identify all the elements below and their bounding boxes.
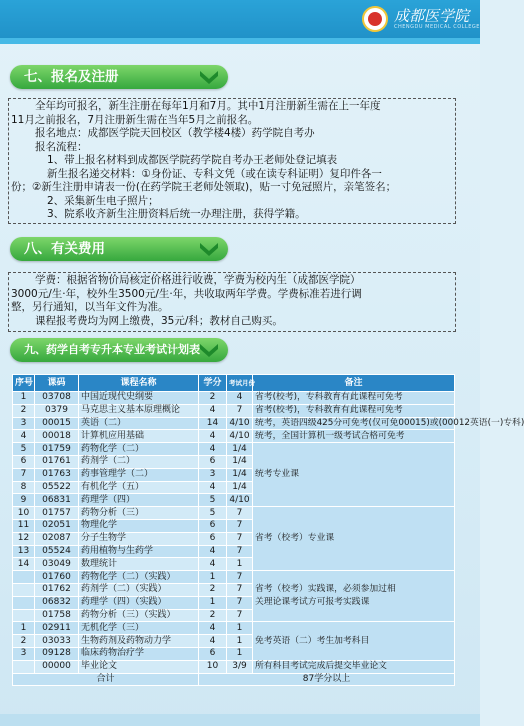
table-row (13, 443, 455, 456)
cell-name: 药理学（四）（实践） (79, 596, 199, 609)
registration-line: 3、院系收齐新生注册资料后统一办理注册，获得学籍。 (47, 208, 306, 220)
cell-month: 7 (227, 583, 253, 596)
fees-line: 课程报考费均为网上缴费，35元/科；教材自己购买。 (35, 314, 283, 327)
table-row (13, 430, 455, 443)
registration-line: 2、采集新生电子照片； (47, 194, 159, 207)
fees-line: 整，另行通知，以当年文件为准。 (11, 301, 169, 313)
cell-code: 06831 (35, 494, 79, 507)
cell-code: 03049 (35, 558, 79, 571)
cell-month: 7 (227, 507, 253, 520)
fees-line: 3000元/生·年，校外生3500元/生·年，共收取两年学费。学费标准若进行调 (11, 287, 362, 300)
cell-month: 1 (227, 558, 253, 571)
cell-no: 8 (13, 481, 35, 494)
cell-no: 1 (13, 392, 35, 405)
registration-line: 份；②新生注册申请表一份(在药学院王老师处领取)，贴一寸免冠照片，亲笔签名； (11, 181, 397, 193)
cell-month: 7 (227, 545, 253, 558)
cell-no: 5 (13, 443, 35, 456)
cell-month: 7 (227, 404, 253, 417)
cell-credit: 10 (199, 660, 227, 673)
cell-remark: 免考英语（二）考生加考科目 (253, 622, 455, 660)
cell-no (13, 596, 35, 609)
cell-code: 05522 (35, 481, 79, 494)
cell-credit: 4 (199, 443, 227, 456)
cell-credit: 2 (199, 609, 227, 622)
section-header-exam-plan (10, 338, 228, 362)
table-row (13, 622, 455, 635)
cell-remark: 统考，英语四级425分可免考(仅可免00015)或(00012英语(一)专科) (253, 417, 455, 430)
cell-no: 7 (13, 468, 35, 481)
cell-name: 有机化学（五） (79, 481, 199, 494)
banner-stripe (0, 38, 480, 44)
cell-no (13, 609, 35, 622)
registration-box (8, 98, 456, 224)
cell-month: 7 (227, 596, 253, 609)
cell-name: 马克思主义基本原理概论 (79, 404, 199, 417)
cell-no: 14 (13, 558, 35, 571)
cell-no: 4 (13, 430, 35, 443)
cell-credit: 1 (199, 571, 227, 584)
cell-code: 01761 (35, 455, 79, 468)
cell-no: 10 (13, 507, 35, 520)
cell-month: 3/9 (227, 660, 253, 673)
header-remark: 备注 (253, 375, 455, 392)
cell-remark: 省考(校考)，专科教育有此课程可免考 (253, 392, 455, 405)
section-title: 八、有关费用 (24, 241, 105, 257)
cell-no: 1 (13, 622, 35, 635)
cell-month: 1 (227, 635, 253, 648)
cell-month: 4/10 (227, 494, 253, 507)
registration-line: 全年均可报名，新生注册在每年1月和7月。其中1月注册新生需在上一年度 (35, 100, 381, 112)
cell-name: 药物化学（二） (79, 443, 199, 456)
cell-name: 药物化学（二）（实践） (79, 571, 199, 584)
cell-month: 1/4 (227, 443, 253, 456)
header-no: 序号 (13, 375, 35, 392)
cell-remark (253, 571, 455, 622)
cell-month: 1/4 (227, 481, 253, 494)
cell-month: 4/10 (227, 417, 253, 430)
cell-month: 1/4 (227, 468, 253, 481)
cell-name: 生物药剂及药物动力学 (79, 635, 199, 648)
cell-credit: 6 (199, 532, 227, 545)
cell-code: 03033 (35, 635, 79, 648)
cell-name: 药剂学（二） (79, 455, 199, 468)
chevron-down-icon (196, 237, 222, 261)
cell-credit: 2 (199, 583, 227, 596)
cell-code: 03708 (35, 392, 79, 405)
registration-line: 报名地点：成都医学院天回校区（教学楼4楼）药学院自考办 (35, 127, 315, 139)
cell-name: 临床药物治疗学 (79, 647, 199, 660)
cell-month: 1 (227, 647, 253, 660)
cell-name: 分子生物学 (79, 532, 199, 545)
cell-name: 中国近现代史纲要 (79, 392, 199, 405)
college-seal-icon (362, 6, 388, 32)
cell-no: 3 (13, 647, 35, 660)
cell-month: 4 (227, 392, 253, 405)
cell-credit: 4 (199, 635, 227, 648)
cell-remark: 统考专业课 (253, 443, 455, 507)
cell-no (13, 583, 35, 596)
cell-credit: 14 (199, 417, 227, 430)
cell-code: 00018 (35, 430, 79, 443)
cell-month: 4/10 (227, 430, 253, 443)
cell-code: 0379 (35, 404, 79, 417)
section-title: 七、报名及注册 (24, 69, 119, 85)
cell-credit: 4 (199, 404, 227, 417)
registration-line: 1、带上报名材料到成都医学院药学院自考办王老师处登记填表 (47, 154, 338, 166)
cell-credit: 4 (199, 622, 227, 635)
cell-month: 1 (227, 622, 253, 635)
remark-line: 关理论课考试方可报考实践课 (255, 597, 370, 608)
cell-code: 02911 (35, 622, 79, 635)
cell-code: 02087 (35, 532, 79, 545)
cell-month: 7 (227, 519, 253, 532)
cell-remark: 统考，全国计算机一级考试合格可免考 (253, 430, 455, 443)
cell-name: 物理化学 (79, 519, 199, 532)
cell-name: 无机化学（三） (79, 622, 199, 635)
cell-no: 12 (13, 532, 35, 545)
table-header-row (13, 375, 455, 392)
cell-no: 2 (13, 404, 35, 417)
cell-credit: 2 (199, 392, 227, 405)
logo-subtext: CHENGDU MEDICAL COLLEGE (394, 23, 480, 30)
cell-name: 数理统计 (79, 558, 199, 571)
section-title: 九、药学自考专升本专业考试计划表 (24, 343, 200, 356)
cell-code: 01760 (35, 571, 79, 584)
cell-code: 05524 (35, 545, 79, 558)
table-row (13, 660, 455, 673)
cell-name: 药用植物与生药学 (79, 545, 199, 558)
cell-credit: 5 (199, 507, 227, 520)
cell-code: 00000 (35, 660, 79, 673)
table-row (13, 507, 455, 520)
total-value: 87学分以上 (199, 673, 455, 686)
cell-month: 1/4 (227, 455, 253, 468)
college-logo (362, 6, 480, 32)
cell-no: 6 (13, 455, 35, 468)
cell-credit: 6 (199, 519, 227, 532)
cell-credit: 5 (199, 494, 227, 507)
registration-line: 新生报名递交材料：①身份证、专科文凭（或在读专科证明）复印件各一 (47, 167, 382, 180)
cell-no: 13 (13, 545, 35, 558)
table-row (13, 571, 455, 584)
cell-credit: 1 (199, 596, 227, 609)
table-row (13, 392, 455, 405)
header-code: 课码 (35, 375, 79, 392)
cell-name: 药剂学（二）（实践） (79, 583, 199, 596)
cell-credit: 4 (199, 545, 227, 558)
cell-name: 毕业论文 (79, 660, 199, 673)
bottom-decoration (0, 714, 480, 726)
total-label: 合计 (13, 673, 199, 686)
fees-box (8, 272, 456, 332)
cell-no (13, 571, 35, 584)
fees-line: 学费：根据省物价局核定价格进行收费，学费为校内生（成都医学院） (35, 274, 361, 286)
cell-credit: 4 (199, 481, 227, 494)
cell-code: 01763 (35, 468, 79, 481)
cell-code: 06832 (35, 596, 79, 609)
cell-name: 药物分析（三） (79, 507, 199, 520)
cell-credit: 4 (199, 558, 227, 571)
cell-no: 11 (13, 519, 35, 532)
cell-month: 7 (227, 571, 253, 584)
cell-credit: 6 (199, 455, 227, 468)
cell-code: 01759 (35, 443, 79, 456)
header-month: 考试月份 (227, 375, 253, 392)
cell-name: 英语（二） (79, 417, 199, 430)
cell-name: 药事管理学（二） (79, 468, 199, 481)
cell-credit: 3 (199, 468, 227, 481)
table-total-row (13, 673, 455, 686)
cell-name: 计算机应用基础 (79, 430, 199, 443)
cell-month: 7 (227, 609, 253, 622)
registration-line: 报名流程： (35, 140, 88, 153)
cell-month: 7 (227, 532, 253, 545)
cell-remark: 省考（校考）专业课 (253, 507, 455, 571)
cell-code: 09128 (35, 647, 79, 660)
chevron-down-icon (196, 65, 222, 89)
cell-credit: 4 (199, 430, 227, 443)
section-header-registration (10, 65, 228, 89)
cell-no (13, 660, 35, 673)
cell-no: 2 (13, 635, 35, 648)
chevron-down-icon (196, 338, 222, 362)
remark-line: 省考（校考）实践课，必须参加过相 (255, 584, 396, 595)
registration-line: 11月之前报名，7月注册新生需在当年5月之前报名。 (11, 113, 259, 126)
header-name: 课程名称 (79, 375, 199, 392)
cell-name: 药物分析（三）（实践） (79, 609, 199, 622)
cell-no: 3 (13, 417, 35, 430)
cell-remark: 所有科目考试完成后提交毕业论文 (253, 660, 455, 673)
cell-code: 02051 (35, 519, 79, 532)
cell-name: 药理学（四） (79, 494, 199, 507)
header-credit: 学分 (199, 375, 227, 392)
cell-code: 01757 (35, 507, 79, 520)
table-row (13, 417, 455, 430)
table-row (13, 404, 455, 417)
section-header-fees (10, 237, 228, 261)
cell-credit: 6 (199, 647, 227, 660)
cell-no: 9 (13, 494, 35, 507)
cell-code: 01762 (35, 583, 79, 596)
cell-code: 01758 (35, 609, 79, 622)
cell-code: 00015 (35, 417, 79, 430)
exam-plan-table (12, 374, 524, 686)
logo-text: 成都医学院 (394, 6, 470, 25)
cell-remark: 省考(校考)，专科教育有此课程可免考 (253, 404, 455, 417)
top-banner (0, 0, 480, 44)
